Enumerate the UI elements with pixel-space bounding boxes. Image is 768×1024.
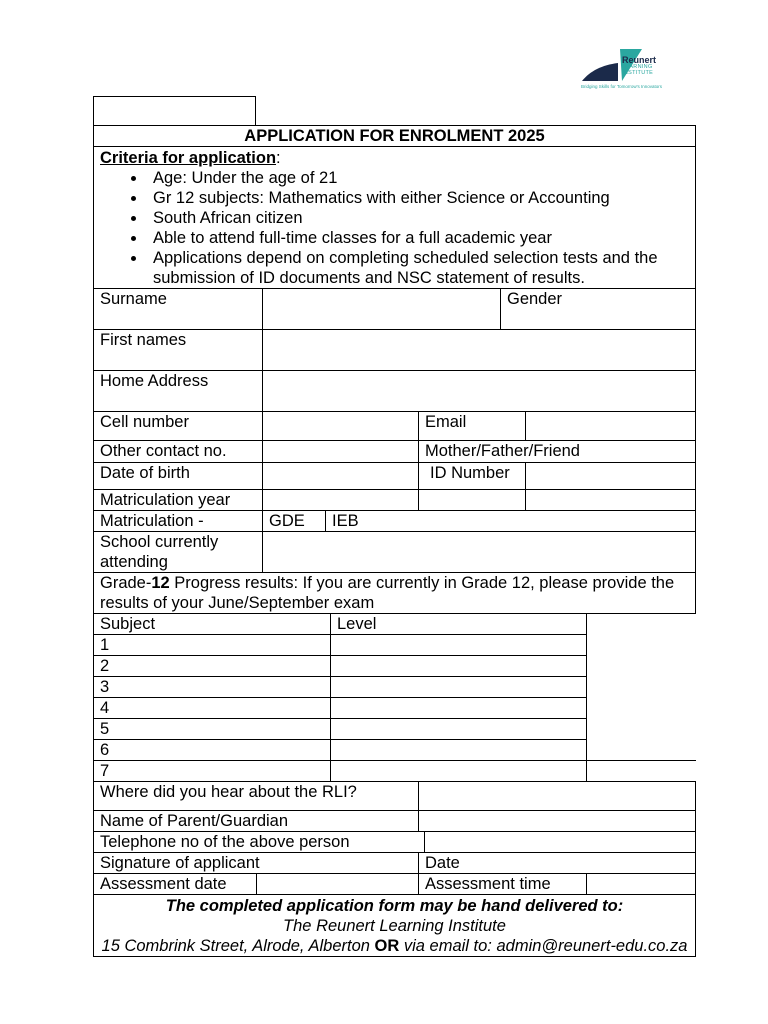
progress-text [94, 573, 696, 614]
gender-label[interactable]: Gender [501, 289, 696, 330]
assessment-date-label: Assessment date [94, 874, 257, 895]
criteria-item: • Able to attend full-time classes for a full academic year [147, 228, 689, 248]
parent-phone-label: Telephone no of the above person [94, 832, 425, 853]
subject-row-6[interactable]: 6 [94, 740, 331, 761]
subject-row-7[interactable]: 7 [94, 761, 331, 782]
home-address-label: Home Address [94, 371, 263, 412]
hear-table [93, 781, 696, 832]
level-cell[interactable] [331, 635, 587, 656]
contact-table [93, 411, 696, 511]
logo-name: Reunert [622, 55, 657, 65]
assessment-date-field[interactable] [257, 874, 419, 895]
matric-table [93, 510, 696, 532]
id-number-field[interactable] [526, 463, 696, 490]
assessment-time-label: Assessment time [419, 874, 587, 895]
cell-number-field[interactable] [263, 412, 419, 441]
level-header: Level [331, 614, 587, 635]
subject-gutter [587, 614, 697, 635]
school-table [93, 531, 696, 573]
hear-label: Where did you hear about the RLI? [94, 782, 419, 811]
other-contact-field[interactable] [263, 441, 419, 463]
subject-gutter [587, 677, 697, 698]
dob-label: Date of birth [94, 463, 263, 490]
reunert-logo [578, 45, 674, 93]
form-title: APPLICATION FOR ENROLMENT 2025 [94, 126, 696, 147]
dob-field[interactable] [263, 463, 419, 490]
footer-or: OR [374, 937, 400, 955]
subject-gutter [587, 635, 697, 656]
names-table [93, 329, 696, 412]
criteria-colon: : [276, 149, 281, 167]
footer-line-1: The completed application form may be hand delivered to: [165, 897, 624, 915]
hear-field[interactable] [419, 782, 696, 811]
gde-option[interactable]: GDE [263, 511, 326, 532]
logo-sub-learning: LEARNING [622, 64, 653, 70]
assessment-table [93, 873, 696, 895]
signature-label: Signature of applicant [94, 853, 419, 874]
matric-year-label: Matriculation year [94, 490, 263, 511]
id-number-label: ID Number [419, 463, 526, 490]
subject-gutter-line [587, 761, 697, 782]
subjects-table [93, 613, 696, 782]
first-names-label: First names [94, 330, 263, 371]
level-cell[interactable] [331, 719, 587, 740]
progress-grade: 12 [151, 574, 170, 592]
other-contact-label: Other contact no. [94, 441, 263, 463]
level-cell[interactable] [331, 698, 587, 719]
progress-table [93, 572, 696, 614]
surname-table [93, 288, 696, 330]
subject-row-3[interactable]: 3 [94, 677, 331, 698]
progress-post: Progress results: If you are currently in Grade 12, please provide the results of your June/September exam [100, 574, 675, 612]
surname-field[interactable] [263, 289, 501, 330]
logo-sub-institute: INSTITUTE [622, 70, 654, 76]
enrolment-form [93, 125, 696, 957]
subject-row-2[interactable]: 2 [94, 656, 331, 677]
footer-line-2: The Reunert Learning Institute [283, 917, 506, 935]
email-field[interactable] [526, 412, 696, 441]
criteria-item: • Age: Under the age of 21 [147, 168, 689, 188]
criteria-item: • Gr 12 subjects: Mathematics with either Science or Accounting [147, 188, 689, 208]
first-names-field[interactable] [263, 330, 696, 371]
assessment-time-field[interactable] [587, 874, 696, 895]
surname-label: Surname [94, 289, 263, 330]
level-cell[interactable] [331, 677, 587, 698]
subject-row-4[interactable]: 4 [94, 698, 331, 719]
home-address-field[interactable] [263, 371, 696, 412]
level-cell[interactable] [331, 656, 587, 677]
date-label[interactable]: Date [419, 853, 696, 874]
criteria-section [94, 147, 696, 289]
subject-row-5[interactable]: 5 [94, 719, 331, 740]
parent-phone-field[interactable] [425, 832, 696, 853]
matric-year-extra-2[interactable] [526, 490, 696, 511]
reference-box[interactable] [93, 96, 256, 126]
subject-gutter [587, 656, 697, 677]
subject-gutter [587, 698, 697, 719]
footer-email[interactable]: via email to: admin@reunert-edu.co.za [399, 937, 688, 955]
email-label: Email [419, 412, 526, 441]
criteria-heading: Criteria for application [100, 149, 277, 167]
school-field[interactable] [263, 532, 696, 573]
signature-table [93, 852, 696, 874]
matric-label: Matriculation - [94, 511, 263, 532]
progress-pre: Grade- [100, 574, 152, 592]
footer-note [94, 895, 696, 957]
criteria-list [100, 168, 689, 288]
cell-number-label: Cell number [94, 412, 263, 441]
subject-header: Subject [94, 614, 331, 635]
subject-row-1[interactable]: 1 [94, 635, 331, 656]
relation-label: Mother/Father/Friend [419, 441, 696, 463]
footer-address: 15 Combrink Street, Alrode, Alberton [101, 937, 375, 955]
parent-label: Name of Parent/Guardian [94, 811, 419, 832]
matric-year-field[interactable] [263, 490, 419, 511]
parent-field[interactable] [419, 811, 696, 832]
subject-gutter [587, 740, 697, 761]
school-label: School currently attending [94, 532, 263, 573]
ieb-option[interactable]: IEB [326, 511, 696, 532]
subject-gutter [587, 719, 697, 740]
criteria-item: • Applications depend on completing scheduled selection tests and the submission of ID documents and NSC statement of results. [147, 248, 689, 288]
footer-line-3 [100, 936, 689, 956]
level-cell[interactable] [331, 761, 587, 782]
matric-year-extra-1[interactable] [419, 490, 526, 511]
footer-table [93, 894, 696, 957]
parent-phone-table [93, 831, 696, 853]
level-cell[interactable] [331, 740, 587, 761]
logo-tagline: Bridging Skills for Tomorrow's Innovators [581, 84, 663, 89]
criteria-item: • South African citizen [147, 208, 689, 228]
header-table [93, 125, 696, 289]
